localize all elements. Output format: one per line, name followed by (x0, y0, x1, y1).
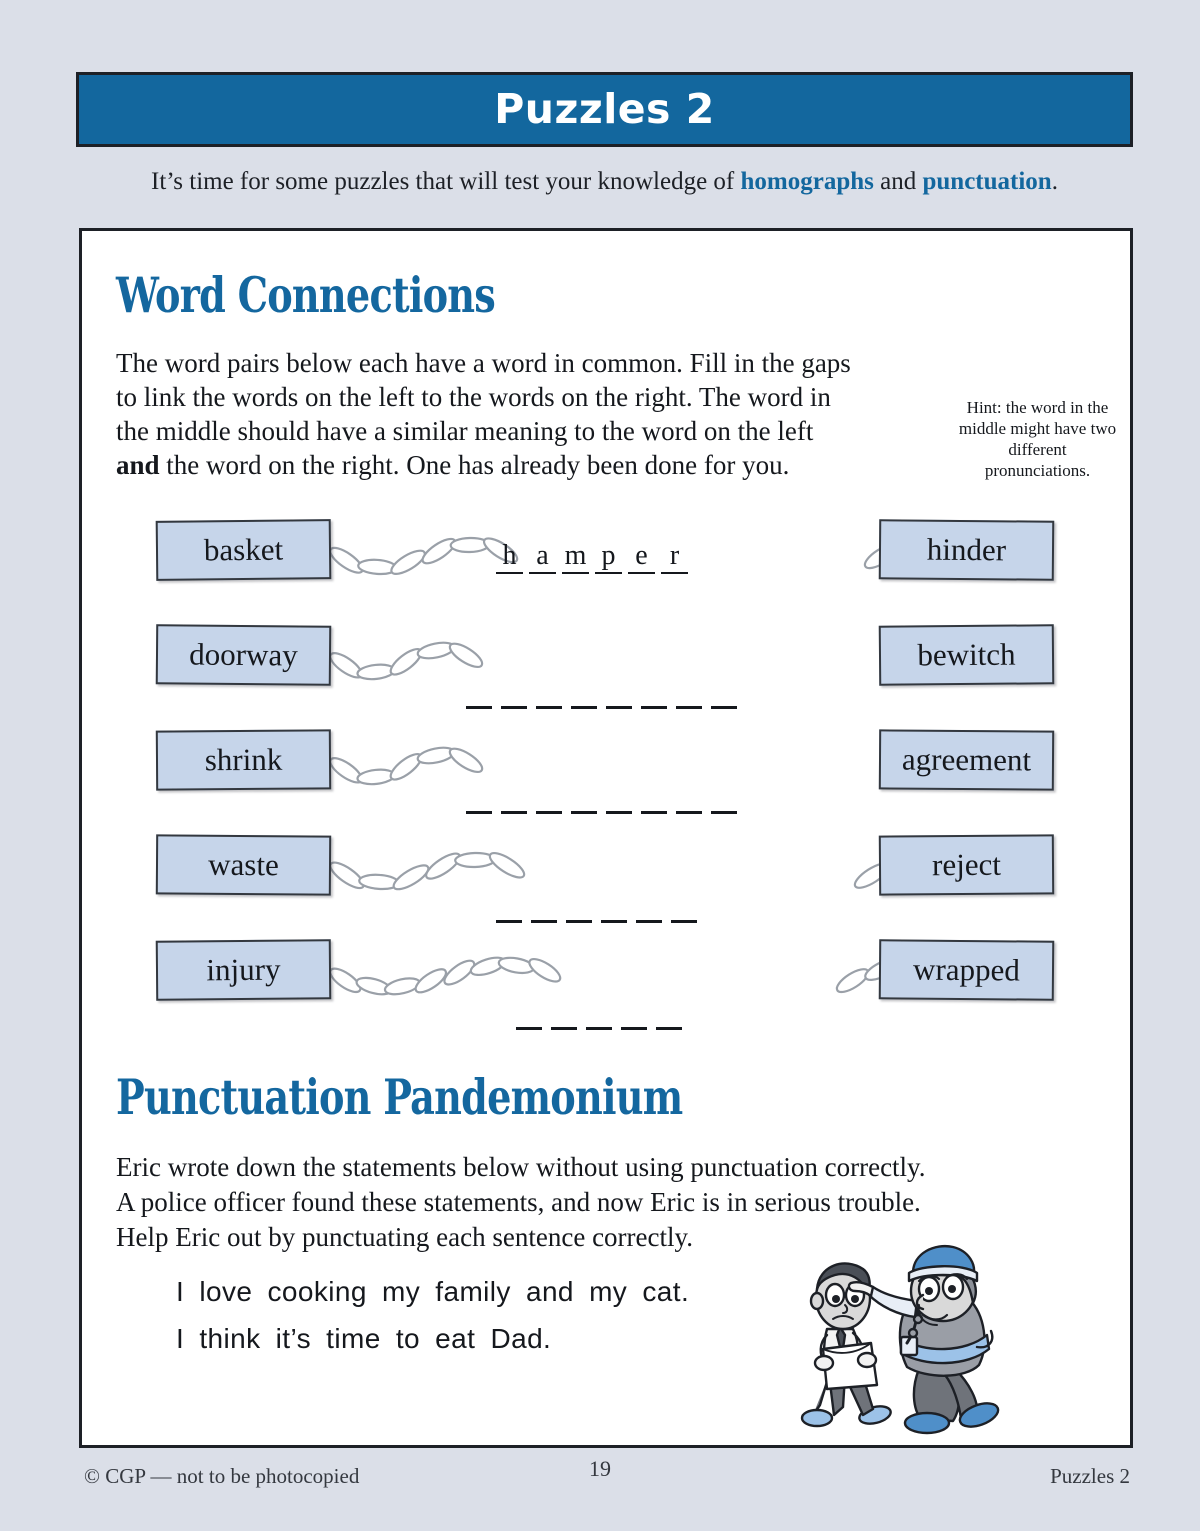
blank-dash (571, 811, 597, 814)
word-box-left: basket (156, 519, 332, 581)
answer-letter: p (595, 540, 622, 574)
intro-text (76, 168, 1133, 196)
intro-text-middle: and (873, 168, 923, 195)
word-chain-row (116, 827, 1066, 931)
footer-section-label: Puzzles 2 (1050, 1464, 1130, 1488)
answer-letter: h (496, 540, 523, 574)
blank-dash (571, 706, 597, 709)
word-chain-row (116, 932, 1066, 1036)
blank-dash (711, 706, 737, 709)
blank-dash (601, 920, 627, 923)
blank-dash (566, 920, 592, 923)
footer-copyright: © CGP — not to be photocopied (84, 1464, 360, 1488)
blank-dash (606, 811, 632, 814)
blank-dash (536, 706, 562, 709)
blank-dash (466, 811, 492, 814)
blank-dash (641, 811, 667, 814)
blank-dash (606, 706, 632, 709)
blank-dash (586, 1027, 612, 1030)
instruction-line-3: the middle should have a similar meaning to the word on the left (116, 416, 814, 446)
instruction-line-2: to link the words on the left to the words on the right. The word in (116, 382, 831, 412)
hint-text: Hint: the word in the middle might have two different pronunciations. (958, 398, 1117, 480)
cartoon-illustration-policeman-and-man (793, 1243, 1028, 1443)
word-chain-row (116, 617, 1066, 721)
punctuation-sentence-1[interactable]: I love cooking my family and my cat. (176, 1276, 690, 1307)
blank-dash (636, 920, 662, 923)
instruction-bold-and: and (116, 450, 160, 480)
word-box-right: bewitch (879, 624, 1055, 686)
word-connections-instructions (116, 346, 956, 482)
word-chain-row (116, 722, 1066, 826)
instruction-line-1: The word pairs below each have a word in common. Fill in the gaps (116, 348, 851, 378)
answer-blank[interactable] (466, 691, 746, 709)
instruction-line-4 (116, 448, 956, 482)
answer-blank[interactable] (496, 905, 706, 923)
word-box-right: wrapped (879, 939, 1055, 1001)
punctuation-instruction-line-1: Eric wrote down the statements below without using punctuation correctly. (116, 1152, 926, 1182)
page-title: Puzzles 2 (494, 85, 715, 133)
word-box-left: injury (156, 939, 332, 1001)
blank-dash (501, 706, 527, 709)
word-box-right: reject (879, 834, 1054, 895)
word-chain-row (116, 512, 1066, 616)
intro-text-after: . (1051, 168, 1058, 195)
section-heading-punctuation-pandemonium: Punctuation Pandemonium (116, 1068, 683, 1126)
intro-text-before: It’s time for some puzzles that will test your knowledge of (151, 168, 741, 195)
blank-dash (536, 811, 562, 814)
blank-dash (656, 1027, 682, 1030)
answer-blank[interactable] (516, 1012, 691, 1030)
blank-dash (516, 1027, 542, 1030)
punctuation-instruction-line-3: Help Eric out by punctuating each sentence correctly. (116, 1222, 694, 1252)
blank-dash (641, 706, 667, 709)
blank-dash (466, 706, 492, 709)
intro-keyword-punctuation: punctuation (922, 168, 1052, 195)
blank-dash (496, 920, 522, 923)
section-heading-word-connections: Word Connections (116, 266, 496, 324)
blank-dash (621, 1027, 647, 1030)
punctuation-sentence-2[interactable]: I think it’s time to eat Dad. (176, 1323, 552, 1354)
blank-dash (676, 706, 702, 709)
page-header-banner (76, 72, 1133, 147)
punctuation-instruction-line-2: A police officer found these statements, and now Eric is in serious trouble. (116, 1187, 921, 1217)
footer-page-number: 19 (589, 1456, 611, 1481)
word-box-right: hinder (879, 519, 1055, 581)
intro-keyword-homographs: homographs (740, 168, 874, 195)
instruction-line-4-rest: the word on the right. One has already been done for you. (159, 450, 790, 480)
blank-dash (676, 811, 702, 814)
blank-dash (671, 920, 697, 923)
blank-dash (711, 811, 737, 814)
blank-dash (551, 1027, 577, 1030)
answer-filled[interactable] (496, 540, 694, 574)
answer-blank[interactable] (466, 796, 746, 814)
blank-dash (531, 920, 557, 923)
word-box-left: doorway (156, 624, 332, 686)
blank-dash (501, 811, 527, 814)
word-box-right: agreement (879, 729, 1054, 790)
punctuation-instructions (116, 1150, 1056, 1255)
word-box-left: waste (156, 834, 331, 895)
answer-letter: e (628, 540, 655, 574)
answer-letter: a (529, 540, 556, 574)
answer-letter: m (562, 540, 589, 574)
answer-letter: r (661, 540, 688, 574)
word-box-left: shrink (156, 729, 331, 790)
